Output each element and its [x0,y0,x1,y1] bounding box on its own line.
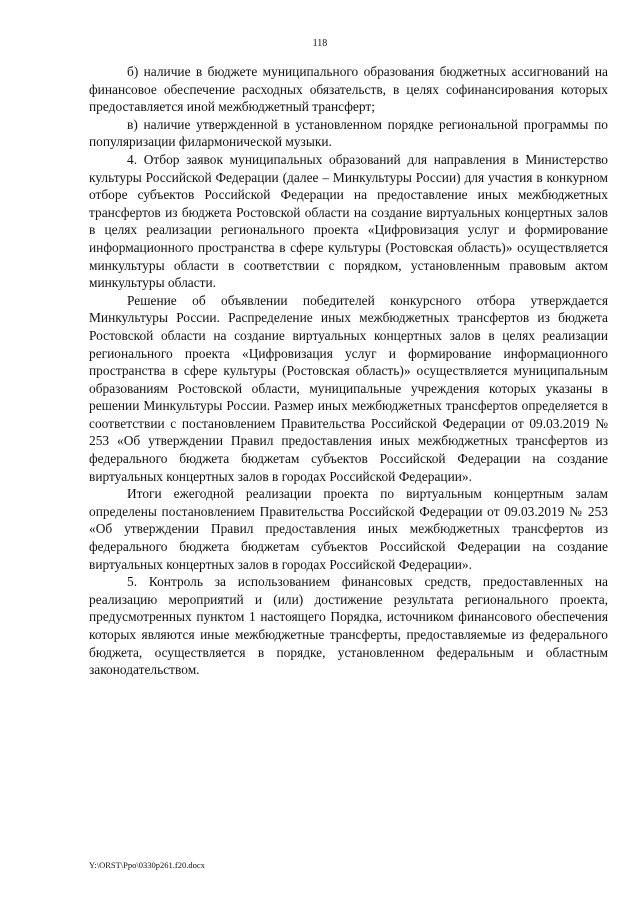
paragraph-5-control: 5. Контроль за использованием финансовых средств, предоставленных на реализацию мероприятий и (или) достижение результата регионального проекта, предусмотренных пунктом 1 настоящего Порядка, источником финансового обеспечения которых являются иные межбюджетные трансферты, предоставляемые из федерального бюджета, осуществляется в порядке, установленном федеральным и областным законодательством. [89,574,608,678]
paragraph-4-application-selection: 4. Отбор заявок муниципальных образований для направления в Министерство культуры Российской Федерации (далее – Минкультуры России) для участия в конкурном отборе субъектов Российской Федерации на предоставление иных межбюджетных трансфертов из бюджета Ростовской области на создание виртуальных концертных залов в целях реализации регионального проекта «Цифровизация услуг и формирование информационного пространства в сфере культуры (Ростовская область)» осуществляется минкультуры области в соответствии с порядком, установленным правовым актом минкультуры области. [89,151,608,291]
paragraph-annual-results: Итоги ежегодной реализации проекта по виртуальным концертным залам определены постановлением Правительства Российской Федерации от 09.03.2019 № 253 «Об утверждении Правил предоставления иных межбюджетных трансфертов из федерального бюджета бюджетам субъектов Российской Федерации на создание виртуальных концертных залов в городах Российской Федерации». [89,486,608,572]
paragraph-winners-decision: Решение об объявлении победителей конкурсного отбора утверждается Минкультуры России. Распределение иных межбюджетных трансфертов из бюджета Ростовской области на создание виртуальных концертных залов в целях реализации регионального проекта «Цифровизация услуг и формирование информационного пространства в сфере культуры (Ростовская область)» осуществляется муниципальным образованиям Ростовской области, муниципальные учреждения которых указаны в решении Минкультуры России. Размер иных межбюджетных трансфертов определяется в соответствии с постановлением Правительства Российской Федерации от 09.03.2019 № 253 «Об утверждении Правил предоставления иных межбюджетных трансфертов из федерального бюджета бюджетам субъектов Российской Федерации на создание виртуальных концертных залов в городах Российской Федерации». [89,292,608,484]
footer-file-path: Y:\ORST\Ppo\0330p261.f20.docx [89,860,205,870]
paragraph-b-budget-allocations: б) наличие в бюджете муниципального образования бюджетных ассигнований на финансовое обеспечение расходных обязательств, в целях софинансирования которых предоставляется иной межбюджетный трансферт; [89,64,608,115]
document-body [89,63,608,679]
paragraph-v-regional-program: в) наличие утвержденной в установленном порядке региональной программы по популяризации филармонической музыки. [89,116,608,150]
page-number: 118 [312,38,328,49]
